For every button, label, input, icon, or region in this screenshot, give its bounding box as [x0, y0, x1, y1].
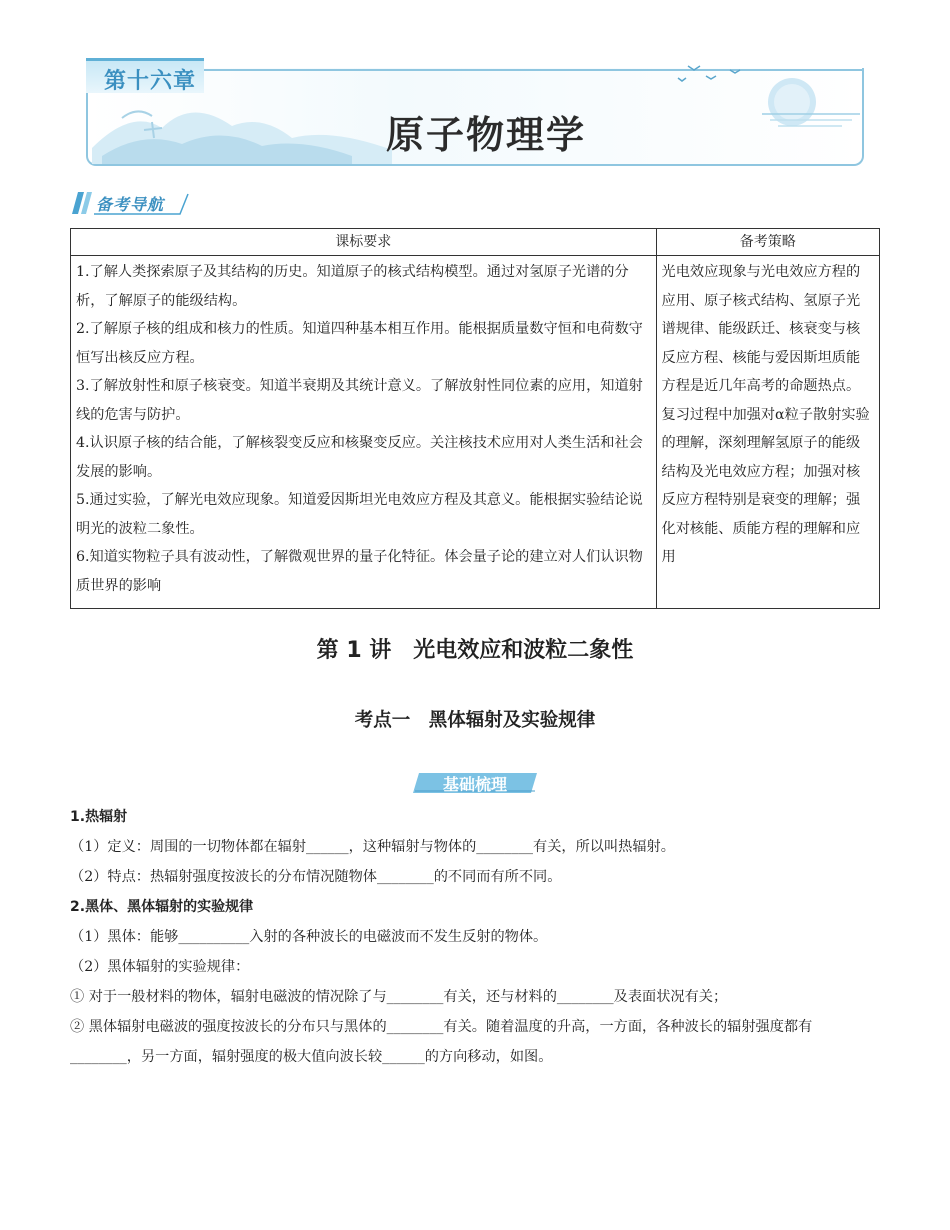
knowledge-point-title: 考点一 黑体辐射及实验规律	[354, 710, 596, 731]
body-content	[70, 802, 880, 1072]
strategy-text: 光电效应现象与光电效应方程的应用、原子核式结构、氢原子光谱规律、能级跃迁、核衰变与核反应方程、核能与爱因斯坦质能方程是近几年高考的命题热点。复习过程中加强对α粒子散射实验的理解，深刻理解氢原子的能级结构及光电效应方程；加强对核反应方程特别是衰变的理解；强化对核能、质能方程的理解和应用	[661, 264, 870, 565]
chapter-tab	[86, 58, 204, 93]
requirement-item: 6.知道实物粒子具有波动性，了解微观世界的量子化特征。体会量子论的建立对人们认识物质世界的影响	[76, 549, 643, 594]
requirement-item: 4.认识原子核的结合能，了解核裂变反应和核聚变反应。关注核技术应用对人类生活和社会发展的影响。	[76, 435, 643, 480]
requirement-item: 2.了解原子核的组成和核力的性质。知道四种基本相互作用。能根据质量数守恒和电荷数守恒写出核反应方程。	[76, 321, 643, 366]
paragraph-line: （2）黑体辐射的实验规律：	[70, 959, 250, 975]
requirements-cell	[71, 256, 657, 609]
heading-thermal-radiation	[70, 802, 880, 832]
paragraph-line: ① 对于一般材料的物体，辐射电磁波的情况除了与________有关，还与材料的________及表面状况有关；	[70, 989, 728, 1005]
requirement-item: 3.了解放射性和原子核衰变。知道半衰期及其统计意义。了解放射性同位素的应用，知道射线的危害与防护。	[76, 378, 643, 423]
chapter-label: 第十六章	[104, 69, 197, 94]
section-header-label: 备考导航	[96, 195, 165, 214]
chapter-banner	[86, 58, 862, 168]
sun-sea-illustration	[666, 58, 860, 138]
paragraph-line: ② 黑体辐射电磁波的强度按波长的分布只与黑体的________有关。随着温度的升高，一方面，各种波长的辐射强度都有________，另一方面，辐射强度的极大值向波长较______的方向移动，如图。	[70, 1019, 813, 1065]
paragraph-line: （1）定义：周围的一切物体都在辐射______，这种辐射与物体的________有关，所以叫热辐射。	[70, 839, 675, 855]
table-header-strategy: 备考策略	[656, 229, 880, 256]
paragraph-line: （1）黑体：能够__________入射的各种波长的电磁波而不发生反射的物体。	[70, 929, 548, 945]
basics-label: 基础梳理	[442, 775, 507, 794]
table-header-requirements: 课标要求	[71, 229, 657, 256]
chapter-title: 原子物理学	[386, 112, 587, 157]
requirement-item: 5.通过实验，了解光电效应现象。知道爱因斯坦光电效应方程及其意义。能根据实验结论说明光的波粒二象性。	[76, 492, 643, 537]
heading-text: .黑体、黑体辐射的实验规律	[79, 899, 254, 915]
curriculum-table	[70, 228, 880, 609]
lecture-title: 第 1 讲 光电效应和波粒二象性	[316, 638, 634, 663]
heading-number: 1	[70, 809, 80, 825]
header-underline	[70, 190, 190, 216]
requirement-item: 1.了解人类探索原子及其结构的历史。知道原子的核式结构模型。通过对氢原子光谱的分析，了解原子的能级结构。	[76, 264, 629, 309]
basics-tag	[413, 771, 537, 795]
heading-text: .热辐射	[79, 809, 128, 825]
strategy-cell	[656, 256, 880, 609]
heading-blackbody	[70, 892, 880, 922]
heading-number: 2	[70, 899, 80, 915]
paragraph-line: （2）特点：热辐射强度按波长的分布情况随物体________的不同而有所不同。	[70, 869, 562, 885]
section-header-prep-guide	[70, 190, 190, 216]
